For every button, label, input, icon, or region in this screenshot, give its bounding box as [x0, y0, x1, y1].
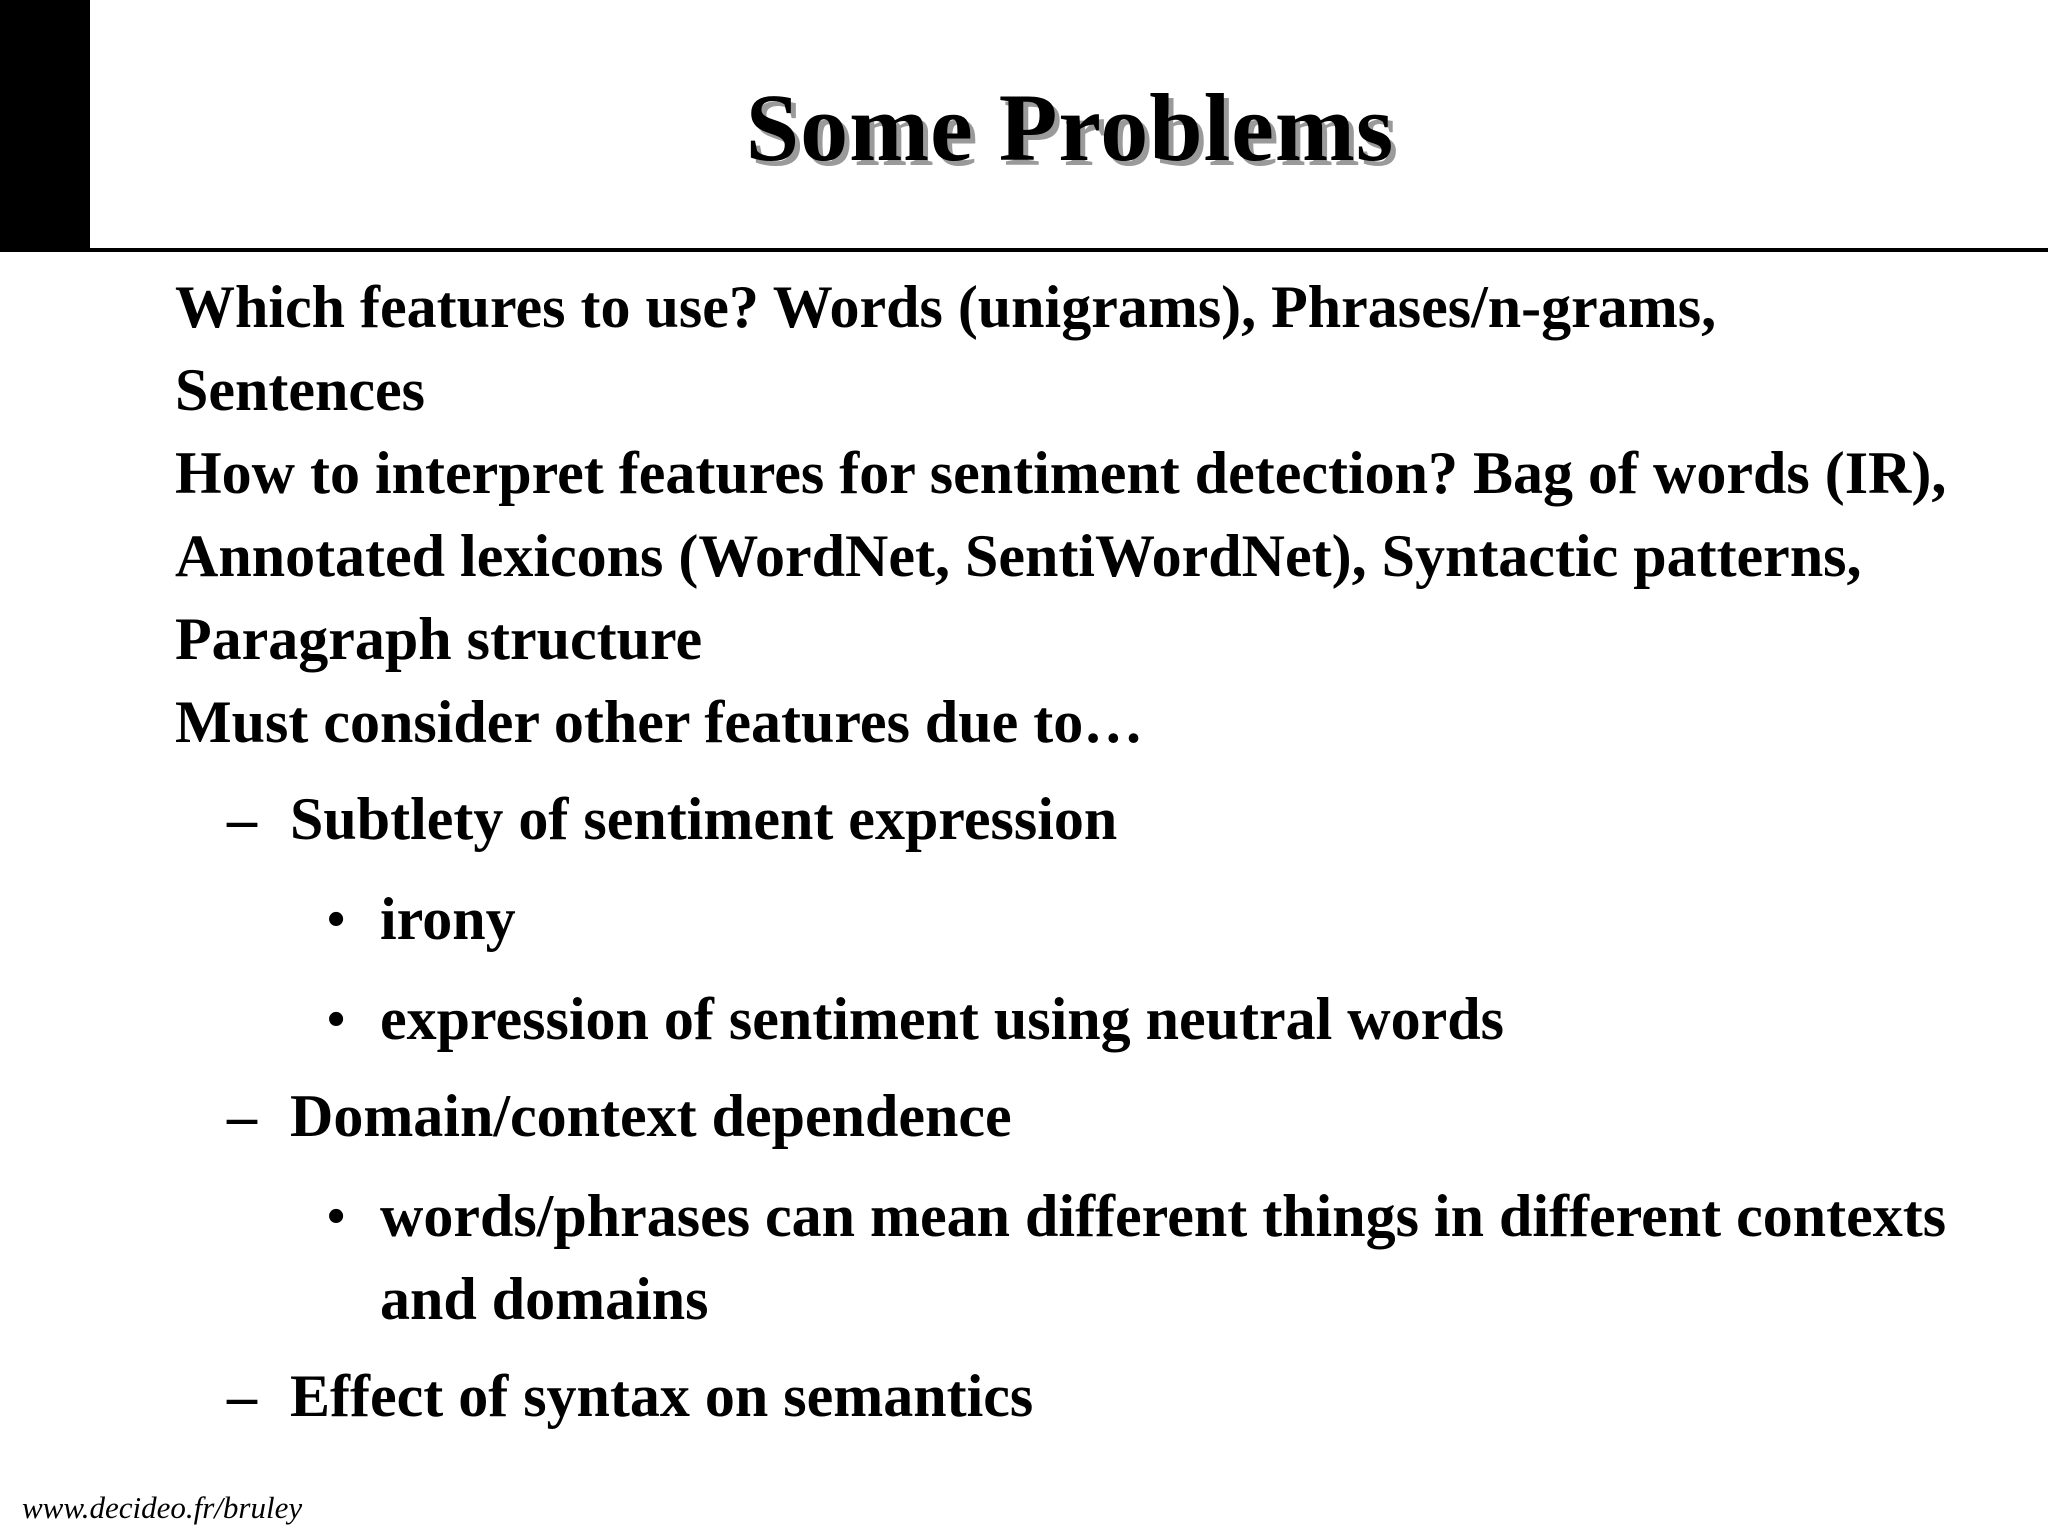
header-divider	[0, 248, 2048, 252]
sub-list-item-text: expression of sentiment using neutral words	[380, 986, 1504, 1052]
dash-marker: –	[227, 1363, 257, 1429]
list-item	[175, 778, 1975, 861]
list-item	[175, 1355, 1975, 1438]
sub-list-item-text: irony	[380, 886, 516, 952]
corner-decoration	[0, 0, 90, 250]
paragraph-features: Which features to use? Words (unigrams), Phrases/n-grams, Sentences	[175, 274, 1717, 423]
bullet-marker: •	[327, 991, 346, 1048]
sub-list-item	[175, 978, 1975, 1061]
slide-title: Some Problems	[745, 74, 1395, 181]
footer-url: www.decideo.fr/bruley	[22, 1490, 303, 1525]
list-item-text: Domain/context dependence	[290, 1083, 1012, 1149]
paragraph-interpret: How to interpret features for sentiment detection? Bag of words (IR), Annotated lexicons (WordNet, SentiWordNet), Syntactic patterns, Paragraph structure	[175, 440, 1947, 672]
dash-marker: –	[227, 786, 257, 852]
list-item-text: Subtlety of sentiment expression	[290, 786, 1118, 852]
paragraph-must-consider: Must consider other features due to…	[175, 689, 1144, 755]
bullet-marker: •	[327, 1188, 346, 1245]
list-item	[175, 1075, 1975, 1158]
sub-list-item-text: words/phrases can mean different things in different contexts and domains	[380, 1183, 1947, 1332]
sub-list-item	[175, 878, 1975, 961]
dash-marker: –	[227, 1083, 257, 1149]
bullet-marker: •	[327, 891, 346, 948]
sub-list-item	[175, 1175, 1975, 1341]
list-item-text: Effect of syntax on semantics	[290, 1363, 1034, 1429]
slide-body	[175, 266, 1975, 1438]
